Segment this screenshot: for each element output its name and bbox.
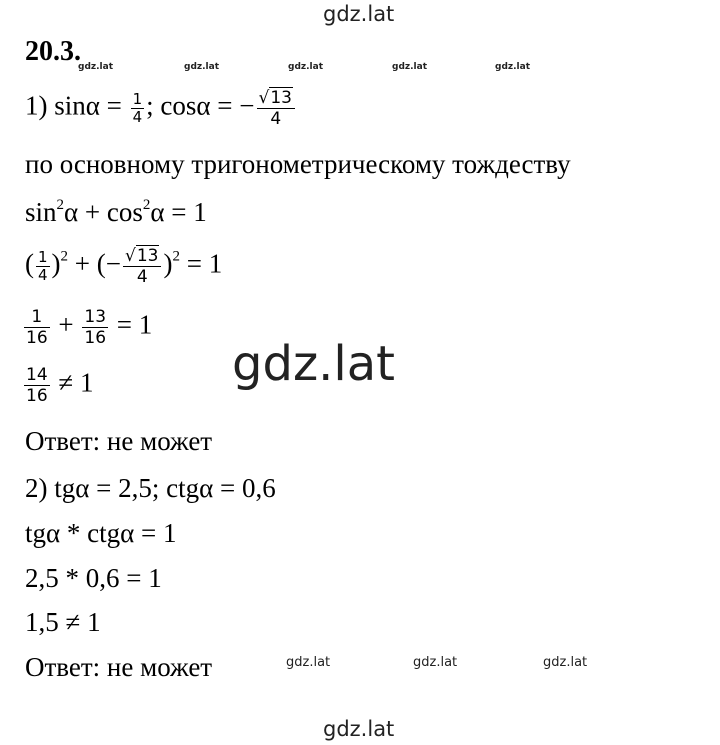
fraction-one-quarter [131,91,145,126]
fraction-denominator: 4 [132,108,143,126]
sqrt-icon: √13 [258,88,292,108]
fraction-numerator: 13 [84,307,107,327]
part2-given: 2) tgα = 2,5; ctgα = 0,6 [25,473,276,503]
formula-end: α = 1 [150,197,207,227]
watermark-top: gdz.lat [323,2,395,26]
fraction-numerator: 14 [26,365,48,385]
not-equal-one: ≠ 1 [51,367,94,398]
equals-one: = 1 [179,248,223,279]
watermark-line-1: gdz.lat [286,655,331,670]
identity-text: по основному тригонометрическому тождеству [25,149,571,179]
neq-formula [22,365,93,406]
fraction-numerator: 1 [132,90,143,108]
substitution-formula [25,246,222,287]
watermark-line-3: gdz.lat [543,655,588,670]
exponent: 2 [172,248,180,265]
fraction-sqrt13-over-4 [123,246,161,287]
watermark-small-1: gdz.lat [78,62,114,72]
fraction-denominator: 4 [38,266,48,284]
watermark-small-2: gdz.lat [184,62,220,72]
given-cos-text: ; cosα = − [146,90,255,121]
exponent: 2 [56,197,65,213]
fraction-denominator: 4 [136,267,148,287]
watermark-small-5: gdz.lat [495,62,531,72]
watermark-bottom: gdz.lat [323,717,395,741]
fraction-14-16 [24,365,50,406]
plus: + [51,309,81,340]
paren-open: ( [25,248,34,279]
given-sin-text: 1) sinα = [25,90,129,121]
formula-cos: α + cos [64,197,143,227]
sqrt-icon: √13 [125,246,159,266]
part2-check: 2,5 * 0,6 = 1 [25,563,162,593]
exponent: 2 [60,248,69,265]
identity-formula [25,196,207,228]
fraction-sqrt13-over-4 [257,88,295,129]
answer-2: Ответ: не может [25,652,213,682]
formula-sin: sin [25,197,57,227]
watermark-center: gdz.lat [232,336,395,392]
paren-close: ) [163,248,173,279]
fraction-numerator [257,88,295,109]
fraction-denominator: 16 [26,386,48,406]
fraction-numerator: 1 [38,248,48,266]
fraction-denominator: 16 [84,328,107,348]
watermark-small-4: gdz.lat [392,62,428,72]
watermark-small-3: gdz.lat [288,62,324,72]
fraction-numerator [123,246,161,267]
fraction-1-16 [24,307,50,348]
sum-formula [22,307,152,348]
problem-number: 20.3. [25,36,81,67]
equals-one: = 1 [110,309,153,340]
fraction-13-16 [82,307,108,348]
fraction-numerator: 1 [24,307,50,328]
fraction-denominator: 16 [26,328,48,348]
exponent: 2 [142,197,151,213]
answer-1: Ответ: не может [25,426,213,456]
part2-result: 1,5 ≠ 1 [25,607,101,637]
paren-close: ) [51,248,61,279]
watermark-line-2: gdz.lat [413,655,458,670]
fraction-denominator: 4 [270,109,282,129]
part1-given [25,88,297,129]
plus-minus: + (− [68,248,121,279]
fraction-one-quarter [36,249,50,284]
part2-product: tgα * ctgα = 1 [25,518,177,548]
